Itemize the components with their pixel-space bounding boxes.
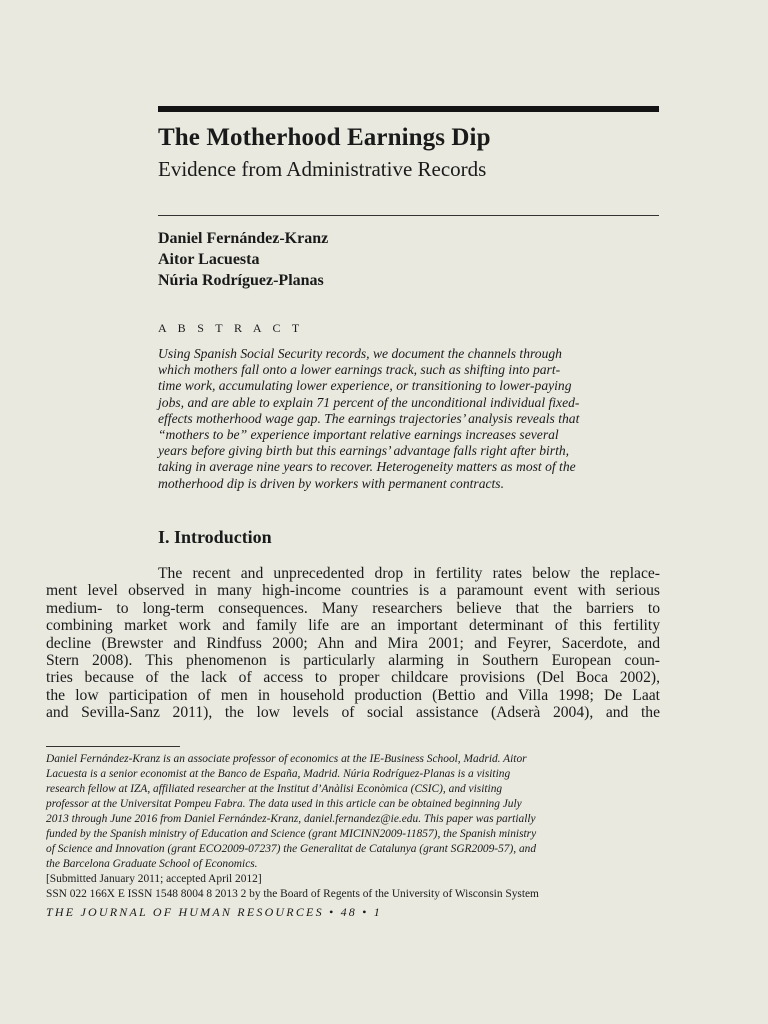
footnote-rule: [46, 746, 180, 747]
body-line: tries because of the lack of access to proper childcare provisions (Del Boca 2002),: [46, 669, 660, 687]
abstract-line: jobs, and are able to explain 71 percent of the unconditional individual fixed-: [158, 394, 580, 410]
abstract-line: time work, accumulating lower experience, or transitioning to lower-paying: [158, 378, 572, 394]
author-name: Daniel Fernández-Kranz: [158, 230, 329, 247]
abstract-line: years before giving birth but this earnings’ advantage falls right after birth,: [158, 443, 570, 459]
body-line: and Sevilla-Sanz 2011), the low levels of social assistance (Adserà 2004), and the: [46, 704, 660, 722]
author-list: [158, 228, 328, 291]
abstract-text: [158, 346, 663, 492]
abstract-line: which mothers fall onto a lower earnings track, such as shifting into part-: [158, 362, 561, 378]
section-heading: I. Introduction: [158, 527, 272, 547]
introduction-body: [46, 565, 660, 722]
footnote-line: 2013 through June 2016 from Daniel Fernández-Kranz, daniel.fernandez@ie.edu. This paper was partially: [46, 813, 536, 825]
body-line: Stern 2008). This phenomenon is particularly alarming in Southern European coun-: [46, 652, 660, 670]
abstract-heading: A B S T R A C T: [158, 321, 304, 335]
footnote: [46, 752, 666, 902]
footnote-line: the Barcelona Graduate School of Economics.: [46, 858, 258, 870]
submission-dates: [Submitted January 2011; accepted April 2012]: [46, 873, 262, 885]
title-divider: [158, 215, 659, 216]
abstract-line: taking in average nine years to recover. Heterogeneity matters as most of the: [158, 459, 576, 475]
article-subtitle: Evidence from Administrative Records: [158, 157, 487, 181]
article-title: The Motherhood Earnings Dip: [158, 124, 491, 151]
footnote-line: of Science and Innovation (grant ECO2009-07237) the Generalitat de Catalunya (grant SGR2009-57), and: [46, 843, 537, 855]
abstract-line: Using Spanish Social Security records, we document the channels through: [158, 346, 562, 361]
author-name: Núria Rodríguez-Planas: [158, 272, 324, 289]
footnote-line: Daniel Fernández-Kranz is an associate professor of economics at the IE-Business School, Madrid. Aitor: [46, 753, 527, 765]
footnote-line: Lacuesta is a senior economist at the Banco de España, Madrid. Núria Rodríguez-Planas is a visiting: [46, 768, 511, 780]
journal-footer: THE JOURNAL OF HUMAN RESOURCES • 48 • 1: [46, 905, 382, 919]
body-line: The recent and unprecedented drop in fertility rates below the replace-: [158, 565, 660, 582]
footnote-line: professor at the Universitat Pompeu Fabra. The data used in this article can be obtained beginning July: [46, 798, 522, 810]
abstract-line: “mothers to be” experience important relative earnings increases several: [158, 427, 559, 443]
abstract-line: effects motherhood wage gap. The earnings trajectories’ analysis reveals that: [158, 410, 580, 426]
issn-line: SSN 022 166X E ISSN 1548 8004 8 2013 2 by the Board of Regents of the University of Wisconsin System: [46, 888, 539, 900]
body-line: decline (Brewster and Rindfuss 2000; Ahn and Mira 2001; and Feyrer, Sacerdote, and: [46, 634, 660, 652]
top-rule: [158, 106, 659, 112]
abstract-line: motherhood dip is driven by workers with permanent contracts.: [158, 475, 504, 491]
footnote-line: research fellow at IZA, affiliated researcher at the Institut d’Anàlisi Econòmica (CSIC), and visiting: [46, 783, 503, 795]
body-line: the low participation of men in household production (Bettio and Villa 1998; De Laat: [46, 686, 660, 704]
body-line: combining market work and family life are an important determinant of this fertility: [46, 617, 660, 635]
footnote-line: funded by the Spanish ministry of Education and Science (grant MICINN2009-11857), the Spanish ministry: [46, 828, 537, 840]
author-name: Aitor Lacuesta: [158, 251, 260, 268]
body-line: medium- to long-term consequences. Many researchers believe that the barriers to: [46, 599, 660, 617]
body-line: ment level observed in many high-income countries is a paramount event with serious: [46, 582, 660, 600]
